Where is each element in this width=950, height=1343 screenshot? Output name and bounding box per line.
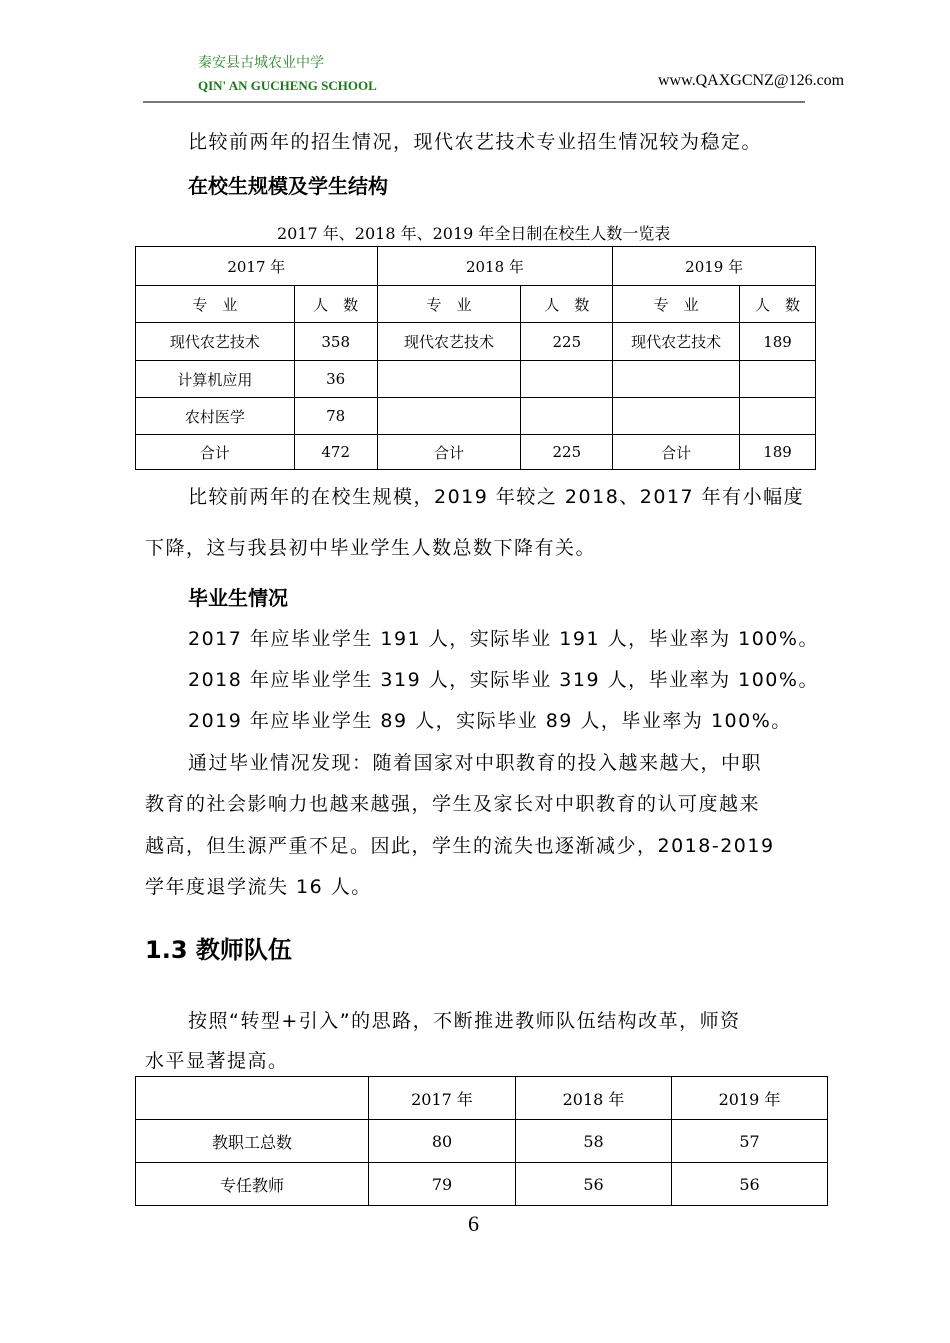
table-caption: 2017 年、2018 年、2019 年全日制在校生人数一览表 bbox=[277, 224, 671, 243]
paragraph: 2019 年应毕业学生 89 人，实际毕业 89 人，毕业率为 100%。 bbox=[188, 710, 792, 732]
year-header: 2017 年 bbox=[136, 247, 378, 286]
cell: 472 bbox=[294, 435, 377, 470]
paragraph: 2018 年应毕业学生 319 人，实际毕业 319 人，毕业率为 100%。 bbox=[188, 669, 819, 691]
column-header: 专 业 bbox=[136, 286, 295, 323]
cell bbox=[521, 361, 613, 398]
section-heading: 毕业生情况 bbox=[188, 586, 288, 610]
table-row bbox=[136, 1120, 828, 1163]
section-heading: 在校生规模及学生结构 bbox=[188, 174, 388, 198]
year-header: 2018 年 bbox=[377, 247, 613, 286]
cell: 225 bbox=[521, 323, 613, 361]
table-row bbox=[136, 361, 816, 398]
paragraph: 水平显著提高。 bbox=[145, 1050, 289, 1072]
year-header: 2019 年 bbox=[613, 247, 816, 286]
cell: 56 bbox=[672, 1163, 828, 1206]
cell bbox=[613, 361, 740, 398]
cell bbox=[613, 398, 740, 435]
cell: 专任教师 bbox=[136, 1163, 369, 1206]
paragraph: 学年度退学流失 16 人。 bbox=[145, 876, 372, 898]
table-row bbox=[136, 1163, 828, 1206]
cell: 合计 bbox=[136, 435, 295, 470]
cell: 现代农艺技术 bbox=[136, 323, 295, 361]
column-header: 人 数 bbox=[294, 286, 377, 323]
section-heading: 1.3 教师队伍 bbox=[145, 936, 292, 964]
cell: 计算机应用 bbox=[136, 361, 295, 398]
paragraph: 2017 年应毕业学生 191 人，实际毕业 191 人，毕业率为 100%。 bbox=[188, 628, 819, 650]
cell bbox=[377, 398, 521, 435]
cell bbox=[740, 398, 816, 435]
column-header: 2018 年 bbox=[516, 1077, 672, 1120]
cell: 57 bbox=[672, 1120, 828, 1163]
table-row bbox=[136, 398, 816, 435]
paragraph: 越高，但生源严重不足。因此，学生的流失也逐渐减少，2018-2019 bbox=[145, 835, 775, 857]
header-divider bbox=[143, 101, 805, 103]
column-header: 人 数 bbox=[521, 286, 613, 323]
cell bbox=[521, 398, 613, 435]
cell bbox=[740, 361, 816, 398]
enrollment-table bbox=[135, 246, 816, 470]
cell: 80 bbox=[369, 1120, 516, 1163]
cell: 合计 bbox=[377, 435, 521, 470]
cell: 225 bbox=[521, 435, 613, 470]
teacher-table bbox=[135, 1076, 828, 1206]
cell: 36 bbox=[294, 361, 377, 398]
cell: 现代农艺技术 bbox=[377, 323, 521, 361]
cell: 56 bbox=[516, 1163, 672, 1206]
page-number: 6 bbox=[468, 1211, 479, 1236]
cell: 合计 bbox=[613, 435, 740, 470]
paragraph: 按照“转型+引入”的思路，不断推进教师队伍结构改革，师资 bbox=[188, 1010, 741, 1032]
paragraph: 下降，这与我县初中毕业学生人数总数下降有关。 bbox=[145, 537, 597, 559]
table-row-total bbox=[136, 435, 816, 470]
cell: 农村医学 bbox=[136, 398, 295, 435]
paragraph: 比较前两年的在校生规模，2019 年较之 2018、2017 年有小幅度 bbox=[188, 486, 805, 508]
cell: 189 bbox=[740, 435, 816, 470]
school-name-en: QIN' AN GUCHENG SCHOOL bbox=[198, 78, 377, 93]
table-row bbox=[136, 323, 816, 361]
paragraph: 通过毕业情况发现：随着国家对中职教育的投入越来越大，中职 bbox=[188, 752, 763, 774]
column-header: 人 数 bbox=[740, 286, 816, 323]
column-header: 2017 年 bbox=[369, 1077, 516, 1120]
column-header bbox=[136, 1077, 369, 1120]
cell: 现代农艺技术 bbox=[613, 323, 740, 361]
column-header: 2019 年 bbox=[672, 1077, 828, 1120]
cell: 189 bbox=[740, 323, 816, 361]
cell bbox=[377, 361, 521, 398]
column-header: 专 业 bbox=[613, 286, 740, 323]
cell: 358 bbox=[294, 323, 377, 361]
paragraph: 教育的社会影响力也越来越强，学生及家长对中职教育的认可度越来 bbox=[145, 793, 761, 815]
school-email: www.QAXGCNZ@126.com bbox=[658, 72, 845, 89]
paragraph: 比较前两年的招生情况，现代农艺技术专业招生情况较为稳定。 bbox=[188, 131, 763, 153]
column-header: 专 业 bbox=[377, 286, 521, 323]
cell: 79 bbox=[369, 1163, 516, 1206]
cell: 58 bbox=[516, 1120, 672, 1163]
school-name-cn: 秦安县古城农业中学 bbox=[198, 55, 324, 71]
cell: 78 bbox=[294, 398, 377, 435]
cell: 教职工总数 bbox=[136, 1120, 369, 1163]
